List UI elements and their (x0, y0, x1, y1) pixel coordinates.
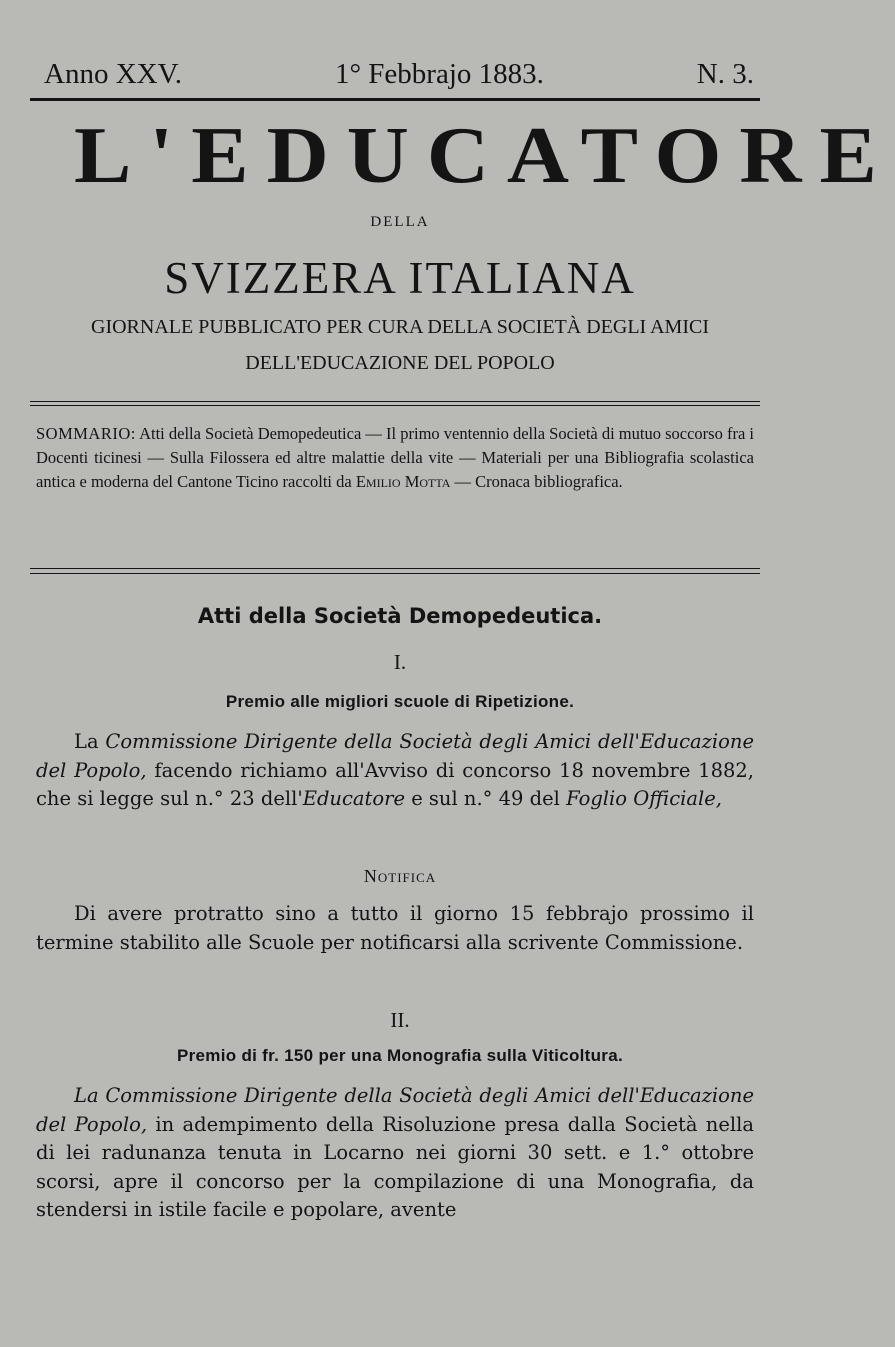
rule-bottom-1 (30, 568, 760, 569)
p1-text-a: La (74, 730, 99, 753)
issue-header (44, 58, 754, 91)
header-rule (30, 98, 760, 101)
journal-title: L'EDUCATORE (74, 110, 895, 200)
publisher-line-1: GIORNALE PUBBLICATO PER CURA DELLA SOCIETÀ DEGLI AMICI (91, 316, 709, 338)
journal-subtitle: SVIZZERA ITALIANA (164, 253, 636, 303)
publisher-line-2: DELL'EDUCAZIONE DEL POPOLO (245, 352, 555, 374)
s2-italic-commission: La Commissione Dirigente della Società degli Amici dell'Educazione del Popolo, (36, 1084, 754, 1136)
rule-top-2 (30, 405, 760, 406)
p1-italic-commission: Commissione Dirigente della Società degli Amici dell'Educazione del Popolo, (36, 730, 755, 782)
article-heading: Atti della Società Demopedeutica. (197, 604, 603, 628)
summary-block (36, 422, 754, 494)
p1-text-b: facendo richiamo all'Avviso di concorso 18 novembre 1882, che si legge sul n.° 23 dell' (36, 758, 754, 810)
summary-text-a: Atti della Società Demopedeutica — Il primo ventennio della Società di mutuo soccorso fra i Docenti ticinesi — Sulla Filossera ed altre malattie della vite — Materiali per una Bibliografia scolastica antica e moderna del Cantone Ticino raccolti da (36, 424, 754, 491)
summary-label: SOMMARIO: (36, 424, 136, 443)
p1-italic-foglio: Foglio Officiale, (566, 787, 723, 810)
rule-bottom-2 (30, 573, 760, 574)
p1-text-c: e sul n.° 49 del (411, 787, 560, 810)
p1-italic-educatore: Educatore (302, 787, 405, 810)
section-1-paragraph-2 (36, 900, 754, 957)
section-1-numeral: I. (393, 650, 407, 674)
section-2-numeral: II. (390, 1008, 410, 1032)
title-della: DELLA (370, 214, 430, 230)
summary-text-b: — Cronaca bibliografica. (454, 472, 623, 491)
section-2-paragraph-1 (36, 1082, 754, 1225)
p2-text: Di avere protratto sino a tutto il giorno 15 febbrajo prossimo il termine stabilito alle Scuole per notificarsi alla scrivente Commissione. (36, 902, 754, 954)
notifica-label: Notifica (363, 866, 437, 886)
section-2-title: Premio di fr. 150 per una Monografia sulla Viticoltura. (176, 1046, 623, 1065)
volume-label: Anno XXV. (44, 58, 183, 90)
issue-number: N. 3. (696, 58, 754, 90)
section-1-paragraph-1 (36, 728, 754, 814)
s2-text: in adempimento della Risoluzione presa dalla Società nella di lei radunanza tenuta in Locarno nei giorni 30 sett. e 1.° ottobre scorsi, apre il concorso per la compilazione di una Monografia, da stendersi in istile facile e popolare, avente (36, 1112, 754, 1221)
summary-author: Emilio Motta (355, 472, 451, 491)
section-1-title: Premio alle migliori scuole di Ripetizione. (225, 692, 575, 711)
rule-top-1 (30, 401, 760, 402)
issue-date: 1° Febbrajo 1883. (334, 58, 544, 90)
